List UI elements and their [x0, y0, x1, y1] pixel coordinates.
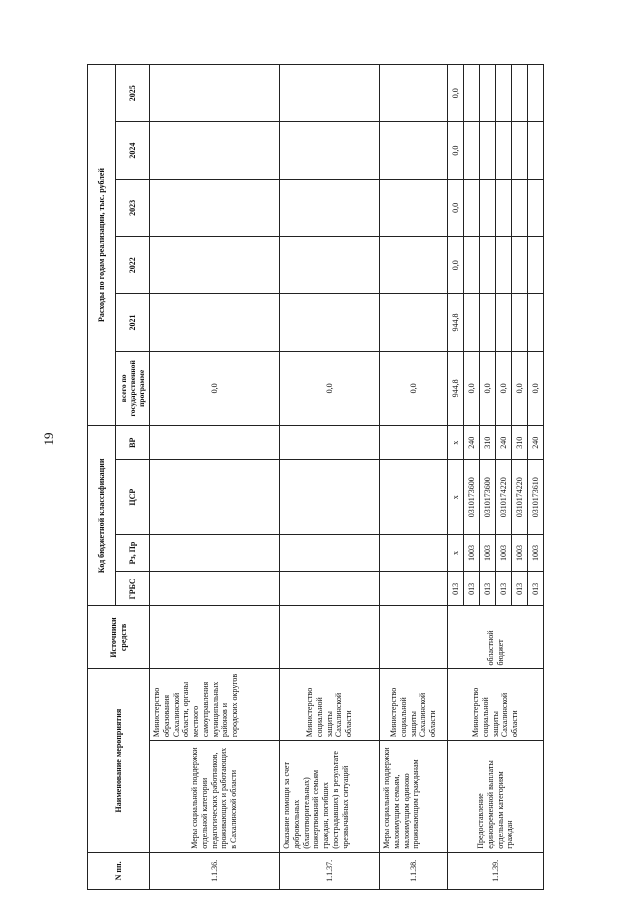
year-2025-value: 0,0: [448, 65, 464, 122]
budget-table-container: [87, 64, 544, 890]
header-code-group: Код бюджетной классификации: [88, 426, 116, 606]
vr-cell: 310: [480, 426, 496, 460]
grbs-cell: [280, 572, 380, 606]
header-source: Источники средств: [88, 606, 150, 669]
year-cell: [528, 122, 544, 179]
header-year-2023: 2023: [116, 179, 150, 236]
year-cell: [380, 65, 448, 122]
total-value: 0,0: [464, 351, 480, 425]
total-value: 0,0: [512, 351, 528, 425]
total-value: 0,0: [280, 351, 380, 425]
header-year-2022: 2022: [116, 237, 150, 294]
vr-cell: [280, 426, 380, 460]
year-cell: [512, 122, 528, 179]
year-2021-value: 944,8: [448, 294, 464, 351]
row-number: 1.1.37.: [280, 852, 380, 889]
year-cell: [464, 294, 480, 351]
year-cell: [528, 237, 544, 294]
executor: Министерство социальной защиты Сахалинской области: [280, 669, 380, 741]
vr-cell: 240: [464, 426, 480, 460]
rzpr-cell: [280, 534, 380, 571]
row-number: 1.1.39.: [448, 852, 544, 889]
table-row: [150, 65, 280, 890]
page-number: 19: [41, 432, 56, 446]
rzpr-cell: [150, 534, 280, 571]
year-cell: [464, 65, 480, 122]
vr-cell: 240: [496, 426, 512, 460]
year-cell: [280, 122, 380, 179]
year-cell: [512, 65, 528, 122]
grbs-cell: 013: [480, 572, 496, 606]
header-rzpr: Рз, Пр: [116, 534, 150, 571]
year-cell: [528, 179, 544, 236]
header-grbs: ГРБС: [116, 572, 150, 606]
grbs-cell: [150, 572, 280, 606]
year-cell: [150, 294, 280, 351]
csr-cell: 0310173600: [480, 460, 496, 534]
vr-cell: 310: [512, 426, 528, 460]
rzpr-cell: 1003: [496, 534, 512, 571]
year-2023-value: 0,0: [448, 179, 464, 236]
row-number: 1.1.38.: [380, 852, 448, 889]
rzpr-cell: 1003: [464, 534, 480, 571]
csr-cell: [280, 460, 380, 534]
csr-cell: x: [448, 460, 464, 534]
year-cell: [464, 179, 480, 236]
vr-cell: [380, 426, 448, 460]
year-cell: [280, 237, 380, 294]
vr-cell: [150, 426, 280, 460]
csr-cell: [380, 460, 448, 534]
year-cell: [380, 179, 448, 236]
source-cell: областной бюджет: [448, 606, 544, 669]
csr-cell: 0310173610: [528, 460, 544, 534]
year-cell: [528, 65, 544, 122]
year-cell: [480, 65, 496, 122]
budget-table: [87, 64, 544, 890]
total-value: 0,0: [150, 351, 280, 425]
header-total: всего по государственной программе: [116, 351, 150, 425]
csr-cell: 0310174220: [496, 460, 512, 534]
year-cell: [480, 294, 496, 351]
vr-cell: x: [448, 426, 464, 460]
total-value: 944,8: [448, 351, 464, 425]
total-value: 0,0: [380, 351, 448, 425]
source-cell: [150, 606, 280, 669]
total-value: 0,0: [480, 351, 496, 425]
executor: Министерство социальной защиты Сахалинской области: [380, 669, 448, 741]
source-cell: [280, 606, 380, 669]
year-cell: [464, 122, 480, 179]
source-cell: [380, 606, 448, 669]
executor: Министерство социальной защиты Сахалинской области: [448, 669, 544, 741]
year-cell: [496, 122, 512, 179]
rzpr-cell: [380, 534, 448, 571]
header-year-2025: 2025: [116, 65, 150, 122]
header-year-2024: 2024: [116, 122, 150, 179]
grbs-cell: [380, 572, 448, 606]
year-cell: [480, 179, 496, 236]
year-cell: [496, 237, 512, 294]
csr-cell: 0310173600: [464, 460, 480, 534]
grbs-cell: 013: [464, 572, 480, 606]
csr-cell: 0310174220: [512, 460, 528, 534]
header-csr: ЦСР: [116, 460, 150, 534]
measure-name: Оказание помощи за счет добровольных (благотворительных) пожертвований семьям граждан, погибших (пострадавших) в результате чрезвычайных ситуаций: [280, 741, 380, 853]
total-value: 0,0: [528, 351, 544, 425]
table-row: [380, 65, 448, 890]
csr-cell: [150, 460, 280, 534]
year-cell: [496, 179, 512, 236]
year-cell: [528, 294, 544, 351]
header-name: Наименование мероприятия: [88, 669, 150, 852]
year-cell: [280, 179, 380, 236]
year-cell: [512, 294, 528, 351]
year-cell: [150, 122, 280, 179]
row-number: 1.1.36.: [150, 852, 280, 889]
header-vr: ВР: [116, 426, 150, 460]
measure-name: Меры социальной поддержки малоимущим семьям, малоимущим одиноко проживающим гражданам: [380, 741, 448, 853]
year-cell: [280, 65, 380, 122]
grbs-cell: 013: [496, 572, 512, 606]
executor: Министерство образования Сахалинской области, органы местного самоуправления муниципальных районов и городских округов: [150, 669, 280, 741]
year-cell: [512, 237, 528, 294]
grbs-cell: 013: [528, 572, 544, 606]
table-row: [448, 65, 464, 890]
year-2022-value: 0,0: [448, 237, 464, 294]
year-cell: [496, 65, 512, 122]
grbs-cell: 013: [448, 572, 464, 606]
year-cell: [150, 179, 280, 236]
grbs-cell: 013: [512, 572, 528, 606]
year-cell: [464, 237, 480, 294]
year-cell: [496, 294, 512, 351]
year-cell: [280, 294, 380, 351]
year-cell: [150, 237, 280, 294]
year-cell: [150, 65, 280, 122]
header-year-2021: 2021: [116, 294, 150, 351]
year-cell: [512, 179, 528, 236]
year-2024-value: 0,0: [448, 122, 464, 179]
rzpr-cell: 1003: [528, 534, 544, 571]
header-expense-group: Расходы по годам реализации, тыс. рублей: [88, 65, 116, 426]
year-cell: [480, 122, 496, 179]
year-cell: [380, 122, 448, 179]
table-row: [280, 65, 380, 890]
measure-name: Меры социальной поддержки отдельной категории педагогических работников, проживающих и работающих в Сахалинской области: [150, 741, 280, 853]
year-cell: [380, 237, 448, 294]
year-cell: [480, 237, 496, 294]
total-value: 0,0: [496, 351, 512, 425]
rzpr-cell: 1003: [512, 534, 528, 571]
measure-name: Предоставление единовременной выплаты отдельным категориям граждан: [448, 741, 544, 853]
rzpr-cell: 1003: [480, 534, 496, 571]
header-num: N пп.: [88, 852, 150, 889]
year-cell: [380, 294, 448, 351]
rzpr-cell: x: [448, 534, 464, 571]
vr-cell: 240: [528, 426, 544, 460]
